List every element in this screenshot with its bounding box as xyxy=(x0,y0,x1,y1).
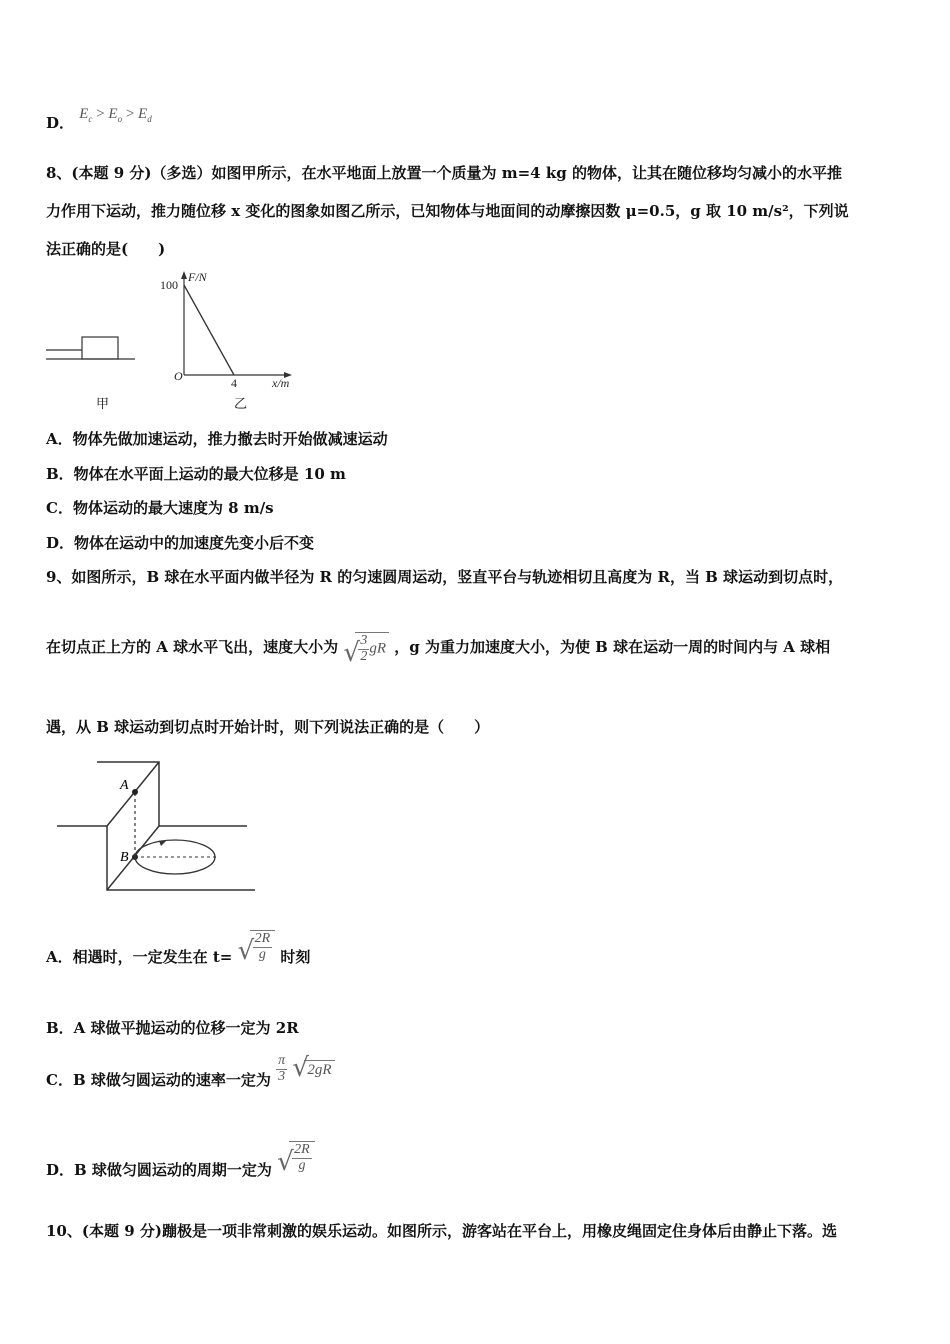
q9-stem-line-2: 在切点正上方的 A 球水平飞出，速度大小为 √ $\frac{3}{2}$ gR ，g 为重力加速度大小，为使 B 球在运动一周的时间内与 A 球相 xyxy=(46,633,831,669)
q7-option-d-label: D． xyxy=(46,114,75,132)
q8-option-a: A．物体先做加速运动，推力撤去时开始做减速运动 xyxy=(46,430,388,448)
period-formula: √ $\frac{2R}{g}$ xyxy=(277,1141,315,1173)
q9-stem-line-3: 遇，从 B 球运动到切点时开始计时，则下列说法正确的是（ ） xyxy=(46,718,490,736)
q9-option-c: C．B 球做匀圆运动的速率一定为 $\frac{\pi}{3}$ √ 2gR xyxy=(46,1054,335,1084)
q8-stem-line-3: 法正确的是( ) xyxy=(46,240,166,258)
fig-jia-caption: 甲 xyxy=(96,397,110,412)
label-a: A xyxy=(120,778,129,793)
q8-stem-line-2: 力作用下运动，推力随位移 x 变化的图象如图乙所示，已知物体与地面间的动摩擦因数 μ=0.5，g 取 10 m/s²，下列说 xyxy=(46,202,849,220)
q10-stem-line-1: 10、(本题 9 分)蹦极是一项非常刺激的娱乐运动。如图所示，游客站在平台上，用橡皮绳固定住身体后由静止下落。选 xyxy=(46,1222,837,1240)
speed-formula: √ $\frac{3}{2}$ gR xyxy=(343,632,389,664)
speed-sqrt: √ 2gR xyxy=(292,1060,334,1079)
origin-label: O xyxy=(174,369,183,383)
force-line xyxy=(184,285,234,375)
q8-stem-line-1: 8、(本题 9 分)（多选）如图甲所示，在水平地面上放置一个质量为 m=4 kg 的物体，让其在随位移均匀减小的水平推 xyxy=(46,164,842,182)
pi-over-3: $\frac{\pi}{3}$ xyxy=(278,1053,286,1084)
q9-option-d: D．B 球做匀圆运动的周期一定为 √ $\frac{2R}{g}$ xyxy=(46,1141,315,1173)
q9-platform-figure xyxy=(55,757,255,897)
q7-option-d xyxy=(46,106,152,134)
q9-stem-line-1: 9、如图所示，B 球在水平面内做半径为 R 的匀速圆周运动，竖直平台与轨迹相切且高度为 R，当 B 球运动到切点时， xyxy=(46,568,844,586)
y-tick-label: 100 xyxy=(160,278,178,292)
ground-outline xyxy=(57,826,255,890)
x-axis-label: x/m xyxy=(272,376,290,390)
x-tick-label: 4 xyxy=(231,376,237,390)
q9-option-a: A．相遇时，一定发生在 t= √ $\frac{2R}{g}$ 时刻 xyxy=(46,931,311,967)
energy-inequality: $E_c > E_o > E_d$ xyxy=(79,106,152,124)
ball-a xyxy=(132,789,138,795)
q8-option-b: B．物体在水平面上运动的最大位移是 10 m xyxy=(46,465,346,483)
platform-top xyxy=(97,762,247,826)
block xyxy=(82,337,118,359)
q9-option-b: B．A 球做平抛运动的位移一定为 2R xyxy=(46,1019,299,1037)
time-formula: √ $\frac{2R}{g}$ xyxy=(238,930,276,962)
label-b: B xyxy=(120,850,129,865)
q8-force-displacement-graph xyxy=(160,265,300,395)
q8-figure-jia xyxy=(40,325,150,415)
q8-option-c: C．物体运动的最大速度为 8 m/s xyxy=(46,499,274,517)
fig-yi-caption: 乙 xyxy=(234,397,248,412)
q8-option-d: D．物体在运动中的加速度先变小后不变 xyxy=(46,534,315,552)
y-axis-label: F/N xyxy=(188,270,207,284)
